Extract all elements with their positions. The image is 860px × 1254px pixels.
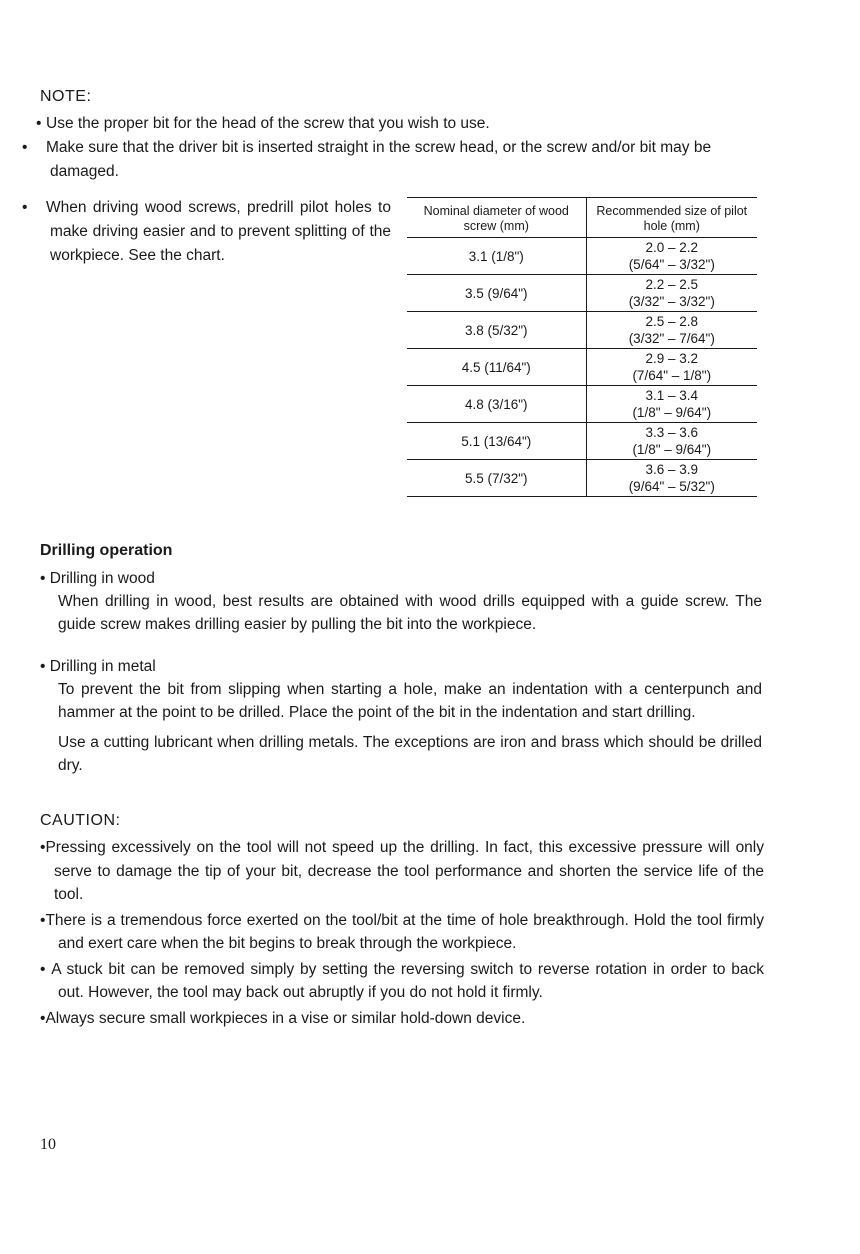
pilot-mm: 3.1 – 3.4 [645,388,699,403]
table-row [407,312,757,349]
metal-title-line [40,655,762,678]
pilot-mm: 2.2 – 2.5 [645,277,699,292]
metal-title: Drilling in metal [49,658,156,675]
header-pilot-hole: Recommended size of pilot hole (mm) [596,204,748,233]
bullet-dot: • [40,911,46,929]
screw-size-cell: 5.1 (13/64") [407,423,586,460]
note-bullet-2 [22,136,776,184]
pilot-in: (3/32" – 7/64") [628,331,715,346]
pilot-mm: 3.3 – 3.6 [645,425,699,440]
pilot-size-cell [586,423,757,460]
pilot-in: (1/8" – 9/64") [632,405,712,420]
pilot-in: (3/32" – 3/32") [628,294,715,309]
metal-text-2: Use a cutting lubricant when drilling metals. The exceptions are iron and brass which should be drilled dry. [58,734,762,774]
screw-size-cell: 3.8 (5/32") [407,312,586,349]
caution-list [40,836,764,1032]
bullet-dot: • [22,139,28,156]
pilot-in: (9/64" – 5/32") [628,479,715,494]
drilling-heading: Drilling operation [40,542,173,559]
caution-text: A stuck bit can be removed simply by setting the reversing switch to reverse rotation in order to back out. However, the tool may back out abruptly if you do not hold it firmly. [51,960,765,1001]
caution-heading: CAUTION: [40,812,121,829]
caution-item-1 [40,836,764,907]
table-row [407,238,757,275]
pilot-size-cell [586,460,757,497]
pilot-mm: 2.5 – 2.8 [645,314,699,329]
note-heading: NOTE: [40,88,92,105]
pilot-in: (1/8" – 9/64") [632,442,712,457]
page-number: 10 [40,1136,56,1153]
wood-text: When drilling in wood, best results are obtained with wood drills equipped with a guide screw. The guide screw makes drilling easier by pulling the bit into the workpiece. [58,593,762,633]
pilot-size-cell [586,386,757,423]
note-bullet-text: Use the proper bit for the head of the screw that you wish to use. [46,115,490,132]
screw-size-cell: 4.8 (3/16") [407,386,586,423]
pilot-size-cell [586,275,757,312]
screw-size-cell: 5.5 (7/32") [407,460,586,497]
header-screw-diameter: Nominal diameter of wood screw (mm) [407,198,586,238]
pilot-mm: 2.9 – 3.2 [645,351,699,366]
caution-text: Pressing excessively on the tool will not speed up the drilling. In fact, this excessive pressure will only serve to damage the tip of your bit, decrease the tool performance and shorten the service life of the tool. [45,839,764,903]
metal-text-1: To prevent the bit from slipping when starting a hole, make an indentation with a centerpunch and hammer at the point to be drilled. Place the point of the bit in the indentation and start drilling. [58,681,762,721]
wood-title-line [40,567,762,590]
caution-item-3 [40,958,764,1005]
caution-item-2 [40,909,764,956]
bullet-dot: • [40,570,50,587]
bullet-dot: • [40,839,46,856]
pilot-hole-table [407,197,757,497]
pilot-mm: 3.6 – 3.9 [645,462,699,477]
pilot-size-cell [586,349,757,386]
drilling-in-metal [40,655,762,777]
caution-item-4 [40,1007,764,1031]
note-bullet-text: When driving wood screws, predrill pilot holes to make driving easier and to prevent splitting of the workpiece. See the chart. [46,199,391,264]
pilot-hole-chart [407,197,757,497]
pilot-size-cell [586,312,757,349]
bullet-dot: • [36,115,42,132]
bullet-dot: • [22,199,28,216]
table-row [407,423,757,460]
caution-text: Always secure small workpieces in a vise or similar hold-down device. [45,1009,526,1027]
bullet-dot: • [40,658,50,675]
screw-size-cell: 3.5 (9/64") [407,275,586,312]
table-header-row [407,198,757,238]
bullet-dot: • [40,960,52,978]
table-row [407,349,757,386]
table-row [407,275,757,312]
drilling-in-wood [40,567,762,636]
screw-size-cell: 4.5 (11/64") [407,349,586,386]
note-bullet-text: Make sure that the driver bit is inserted straight in the screw head, or the screw and/or bit may be damaged. [46,139,712,180]
pilot-size-cell [586,238,757,275]
table-row [407,460,757,497]
pilot-mm: 2.0 – 2.2 [645,240,699,255]
wood-title: Drilling in wood [49,570,155,587]
pilot-in: (5/64" – 3/32") [628,257,715,272]
note-bullet-3 [22,196,391,268]
pilot-in: (7/64" – 1/8") [632,368,712,383]
note-bullet-1 [36,112,776,136]
bullet-dot: • [40,1009,46,1027]
screw-size-cell: 3.1 (1/8") [407,238,586,275]
caution-text: There is a tremendous force exerted on the tool/bit at the time of hole breakthrough. Hold the tool firmly and exert care when the bit begins to break through the workpiece. [45,911,764,952]
table-row [407,386,757,423]
